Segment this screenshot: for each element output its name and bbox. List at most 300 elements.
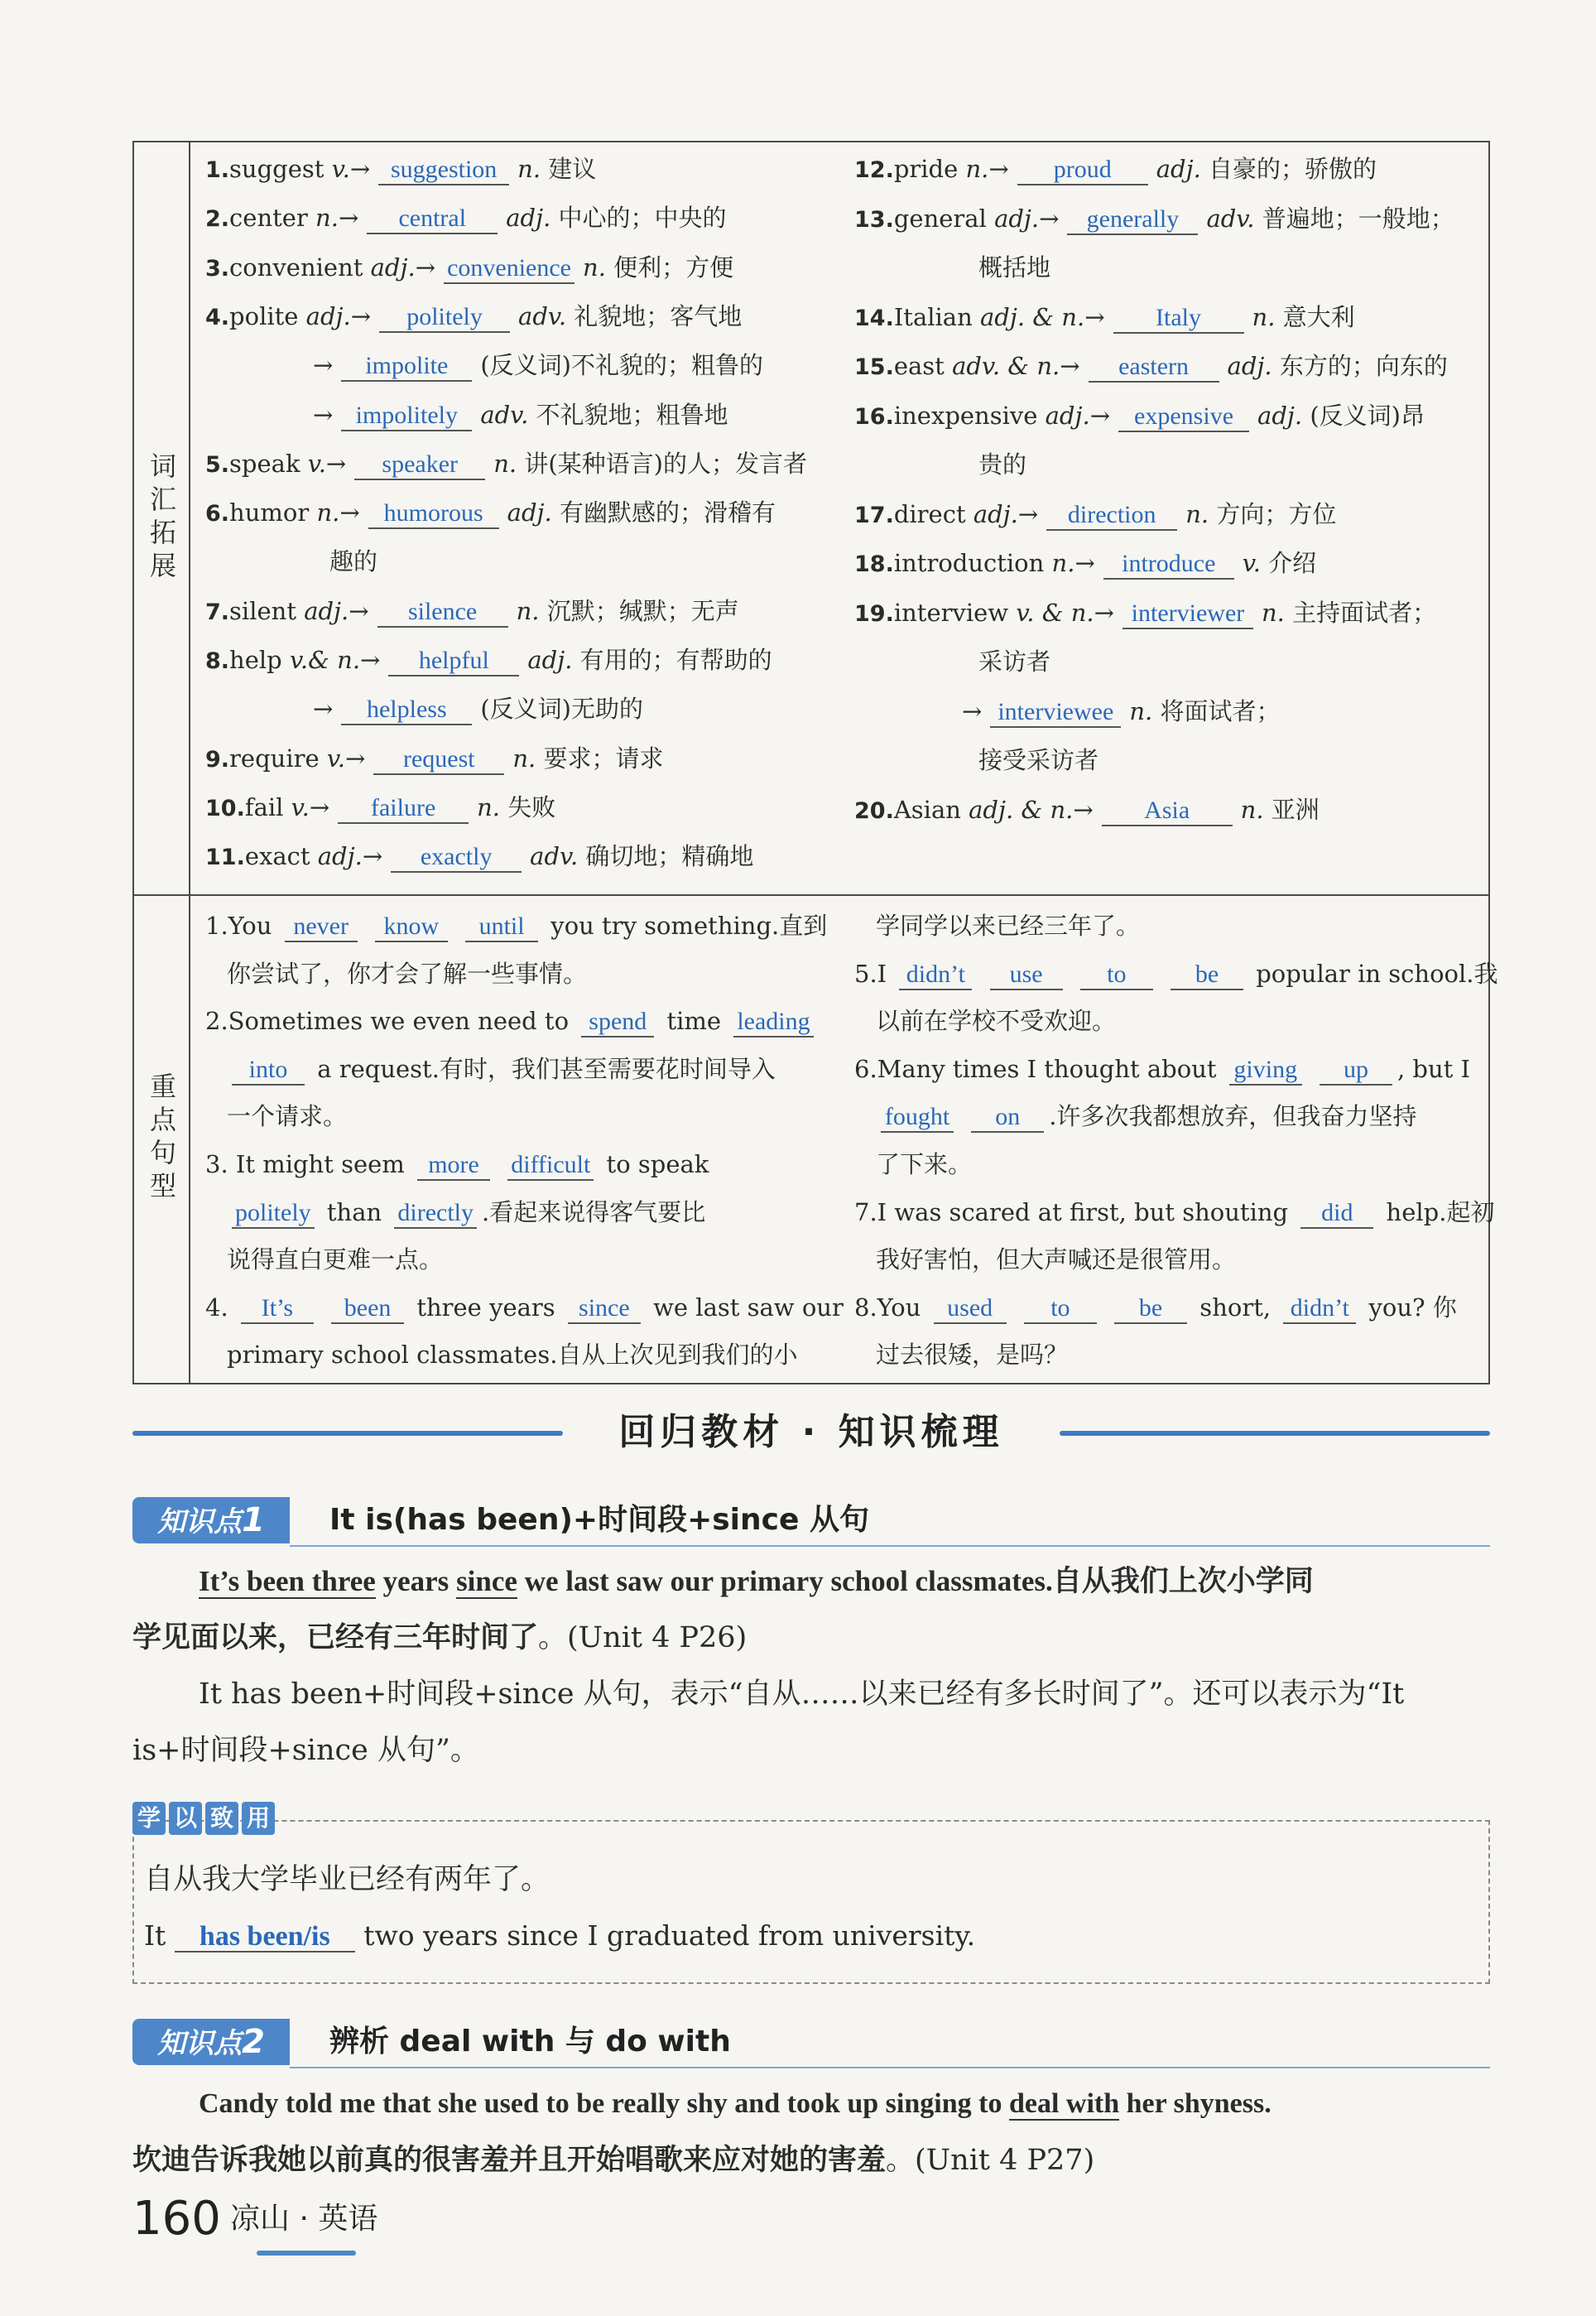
arrow-icon: → [415, 253, 436, 282]
sentence-text: 1.You [205, 912, 280, 940]
vocab-meaning: 有用的；有帮助的 [579, 646, 772, 674]
sentence-answer: to [1080, 961, 1153, 990]
vocab-meaning: 东方的；向东的 [1279, 352, 1448, 380]
kp1-example-d: we last saw our primary school classmates. [517, 1565, 1053, 1597]
vocab-pos: v. [307, 449, 326, 478]
sentence-answer: giving [1229, 1056, 1302, 1086]
vocab-number: 17. [854, 502, 894, 528]
practice-tag-char: 以 [169, 1802, 202, 1835]
sentence-text: short, [1192, 1293, 1279, 1322]
practice-pre: It [144, 1919, 175, 1952]
kp2-underline [290, 2067, 1490, 2068]
sentence-text: help.起初 [1378, 1197, 1495, 1226]
vocab-word: polite [229, 301, 306, 330]
vocab-post-pos: adj. [507, 498, 560, 527]
vocab-line [854, 744, 1098, 777]
vocab-line [854, 498, 1336, 532]
vocab-post-pos: adv. [480, 400, 536, 429]
arrow-icon: → [988, 155, 1009, 183]
sentence-text: 过去很矮，是吗？ [876, 1341, 1069, 1370]
vocab-pos: adj. [305, 301, 351, 330]
vocab-word: require [229, 744, 327, 773]
sentence-text: popular in school.我 [1248, 959, 1498, 988]
vocab-row [134, 142, 1488, 896]
vocab-answer: Italy [1113, 304, 1244, 334]
sentence-text [1068, 960, 1075, 988]
sentence-line [854, 909, 1140, 942]
sentence-line [205, 1338, 797, 1371]
practice-tag-char: 学 [132, 1802, 166, 1835]
section-rule-right [1060, 1431, 1490, 1436]
vocab-number: 9. [205, 746, 230, 773]
arrow-icon: → [1017, 499, 1039, 528]
vocab-post-pos: n. [1261, 598, 1293, 627]
vocab-word: inexpensive [893, 401, 1046, 430]
arrow-icon: → [350, 301, 372, 330]
knowledge-point-1 [132, 1497, 1490, 1547]
kp1-example-underlined-c: since [456, 1565, 517, 1597]
kp2-example-a: Candy told me that she used to be really shy and took up singing to [199, 2088, 1009, 2119]
sentence-text [319, 1293, 326, 1322]
vocab-answer: silence [377, 598, 508, 628]
sentence-row [134, 894, 1498, 1383]
sentence-line [854, 957, 1498, 990]
sentence-answer: never [285, 912, 358, 942]
sentence-text: 2.Sometimes we even need to [205, 1007, 577, 1036]
sentence-line [205, 909, 827, 942]
vocab-answer: speaker [354, 450, 485, 480]
sentence-text: .许多次我都想放弃，但我奋力坚持 [1049, 1102, 1417, 1131]
kp2-title: 辨析 deal with 与 do with [329, 2025, 731, 2058]
vocab-number: 20. [854, 797, 894, 824]
knowledge-point-2 [132, 2019, 1490, 2068]
sentence-text: you? 你 [1361, 1293, 1457, 1322]
vocab-answer: failure [338, 794, 469, 824]
sentence-answer: leading [733, 1008, 813, 1038]
vocab-word: center [229, 204, 316, 233]
vocab-post-pos: n. [1240, 795, 1272, 824]
sentence-text: .看起来说得客气要比 [482, 1197, 706, 1226]
arrow-icon: → [313, 351, 334, 380]
vocab-post-pos: adj. [1156, 155, 1209, 183]
sentence-line [205, 1291, 844, 1324]
vocab-number: 1. [205, 157, 230, 183]
vocab-post-pos: adv. [518, 301, 574, 330]
vocab-meaning: 介绍 [1268, 549, 1317, 577]
vocab-answer: humorous [368, 499, 499, 529]
sentence-side-text: 重点句型 [146, 1072, 177, 1205]
sentence-text: three years [409, 1293, 563, 1322]
vocab-answer: exactly [391, 843, 522, 873]
vocab-word: pride [893, 155, 966, 183]
vocab-meaning: 方向；方位 [1216, 499, 1337, 528]
sentence-text [1307, 1055, 1315, 1083]
vocab-pos: adj. & n. [969, 795, 1074, 824]
arrow-icon: → [1084, 302, 1105, 331]
arrow-icon: → [1060, 352, 1080, 380]
vocab-line [205, 300, 742, 335]
vocab-side-text: 词汇拓展 [146, 452, 177, 585]
vocab-meaning: 贵的 [978, 450, 1027, 479]
practice-tag-char: 用 [242, 1802, 275, 1835]
kp1-example-source: 。(Unit 4 P26) [538, 1621, 748, 1654]
kp2-example [132, 2075, 1490, 2188]
vocab-line [205, 791, 555, 826]
vocab-pos: n. [965, 155, 989, 183]
vocab-pos: adj. & n. [979, 302, 1085, 331]
vocab-line [205, 152, 596, 187]
kp2-badge-num: 2 [242, 2023, 265, 2061]
vocab-post-pos: adj. [1257, 401, 1310, 430]
vocab-meaning: 亚洲 [1271, 795, 1320, 824]
vocab-meaning: 接受采访者 [978, 746, 1099, 774]
section-rule-left [132, 1431, 563, 1436]
vocab-pos: adj. [304, 596, 349, 625]
sentence-line [205, 1100, 347, 1133]
vocab-post-pos: adv. [530, 842, 586, 871]
sentence-line [205, 1148, 709, 1181]
practice-sentence [144, 1911, 975, 1961]
vocab-number: 4. [205, 304, 230, 330]
vocab-answer: suggestion [378, 156, 509, 185]
vocab-line [854, 202, 1454, 237]
vocab-line [205, 201, 727, 236]
kp1-example-cn2: 学见面以来，已经有三年时间了 [132, 1621, 539, 1654]
vocab-number: 14. [854, 305, 894, 331]
vocab-line [205, 545, 377, 578]
vocab-line [854, 448, 1026, 481]
practice-answer: has been/is [175, 1923, 355, 1952]
vocab-meaning: 中心的；中央的 [558, 204, 727, 233]
vocab-number: 16. [854, 403, 894, 430]
vocab-meaning: 意大利 [1282, 302, 1355, 331]
sentence-text [495, 1150, 502, 1178]
vocab-post-pos: adj. [506, 204, 559, 233]
kp1-explain-line2: is+时间段+since 从句”。 [132, 1734, 479, 1767]
vocab-meaning: 有幽默感的；滑稽有 [559, 498, 776, 527]
sentence-answer: politely [232, 1199, 315, 1229]
sentence-line [854, 1100, 1416, 1133]
practice-tag-char: 致 [205, 1802, 238, 1835]
vocab-post-pos: v. [1242, 549, 1269, 577]
sentence-text: 学同学以来已经三年了。 [876, 912, 1141, 940]
sentence-text: 7.I was scared at first, but shouting [854, 1197, 1296, 1226]
kp1-explain-line1: It has been+时间段+since 从句，表示“自从……以来已经有多长时间了”。还可以表示为“It [199, 1678, 1405, 1711]
sentence-text: than [319, 1197, 390, 1226]
vocab-meaning: 趣的 [329, 547, 378, 576]
vocab-line [205, 742, 663, 777]
vocab-word: exact [244, 842, 318, 871]
vocab-pos: v. [291, 792, 310, 821]
book-title: 凉山 · 英语 [230, 2202, 378, 2236]
kp2-example-line1 [132, 2075, 1490, 2132]
practice-prompt: 自从我大学毕业已经有两年了。 [144, 1863, 550, 1896]
kp1-example-underlined-a: It’s been three [199, 1565, 376, 1597]
sentence-answer: didn’t [899, 961, 972, 990]
vocab-meaning: 失败 [507, 792, 556, 821]
sentence-text: primary school classmates.自从上次见到我们的小 [227, 1341, 798, 1370]
vocab-answer: helpless [341, 696, 472, 725]
vocab-line [205, 447, 807, 482]
sentence-text: 3. It might seem [205, 1150, 413, 1178]
sentence-text: 我好害怕，但大声喊还是很管用。 [876, 1245, 1237, 1274]
review-table [132, 141, 1498, 1384]
sentence-answer: spend [581, 1008, 654, 1038]
vocab-pos: n. [316, 498, 340, 527]
sentence-line [854, 1338, 1068, 1371]
vocab-answer: expensive [1118, 402, 1249, 432]
vocab-line [854, 695, 1280, 728]
sentence-text: 5.I [854, 959, 895, 988]
vocab-meaning: 沉默；缄默；无声 [546, 596, 739, 625]
vocab-number: 19. [854, 600, 894, 627]
vocab-word: speak [229, 449, 308, 478]
vocab-post-pos: n. [1129, 696, 1161, 725]
vocab-line [205, 643, 772, 678]
kp1-example [132, 1553, 1490, 1779]
kp2-badge [132, 2019, 290, 2065]
sentence-answer: directly [394, 1199, 477, 1229]
sentence-answer: used [934, 1294, 1007, 1324]
vocab-answer: convenience [444, 254, 574, 284]
sentence-answer: up [1320, 1056, 1392, 1086]
sentence-line [205, 1004, 819, 1038]
sentence-text: to speak [598, 1150, 709, 1178]
sentence-answer: fought [881, 1103, 954, 1133]
vocab-answer: interviewee [990, 698, 1121, 728]
vocab-line [854, 301, 1355, 335]
vocab-answer: request [373, 745, 504, 775]
vocab-answer: eastern [1089, 353, 1219, 383]
kp2-example-source: 。(Unit 4 P27) [886, 2144, 1095, 2177]
vocab-line [205, 692, 643, 725]
vocab-answer: generally [1067, 205, 1198, 235]
vocab-line [205, 398, 728, 431]
sentence-answer: use [990, 961, 1063, 990]
sentence-answer: more [417, 1151, 490, 1181]
vocab-answer: interviewer [1122, 599, 1253, 629]
vocab-line [854, 399, 1425, 434]
sentence-answer: until [465, 912, 538, 942]
sentence-answer: It’s [241, 1294, 314, 1324]
arrow-icon: → [313, 400, 334, 429]
arrow-icon: → [339, 498, 360, 527]
vocab-answer: direction [1046, 501, 1177, 531]
sentence-text [453, 912, 460, 940]
sentence-text: 6.Many times I thought about [854, 1054, 1224, 1083]
kp1-example-line2 [132, 1610, 1490, 1666]
sentence-line [854, 1052, 1470, 1086]
section-title: 回归教材 · 知识梳理 [618, 1411, 1004, 1453]
vocab-answer: introduce [1103, 550, 1234, 580]
vocab-pos: n. [315, 204, 339, 233]
vocab-pos: v. [326, 744, 346, 773]
sentence-answer: did [1300, 1199, 1373, 1229]
vocab-meaning: 采访者 [978, 648, 1051, 676]
vocab-post-pos: n. [1185, 499, 1217, 528]
sentence-text: , but I [1396, 1054, 1470, 1083]
arrow-icon: → [349, 596, 369, 625]
sentence-answer: to [1024, 1294, 1097, 1324]
vocab-word: humor [229, 498, 317, 527]
sentence-answer: into [232, 1056, 305, 1086]
arrow-icon: → [309, 792, 330, 821]
vocab-line [854, 596, 1436, 631]
vocab-post-pos: n. [493, 449, 525, 478]
vocab-meaning: 将面试者； [1160, 696, 1281, 725]
vocab-pos: adj. [370, 253, 416, 282]
vocab-number: 11. [205, 845, 245, 871]
vocab-pos: v.& n. [289, 646, 361, 674]
vocab-meaning: 建议 [548, 155, 597, 183]
vocab-word: fail [244, 792, 291, 821]
vocab-line [205, 251, 733, 286]
vocab-meaning: 概括地 [978, 253, 1051, 282]
vocab-number: 8. [205, 648, 230, 674]
vocab-meaning: 自豪的；骄傲的 [1209, 155, 1377, 183]
arrow-icon: → [1089, 401, 1111, 430]
vocab-pos: adj. [973, 499, 1018, 528]
kp1-badge [132, 1497, 290, 1543]
vocab-pos: adj. [1045, 401, 1090, 430]
kp1-underline [290, 1545, 1490, 1547]
vocab-line [854, 645, 1050, 678]
sentence-line [205, 957, 587, 990]
vocab-word: silent [229, 596, 305, 625]
sentence-side-label [134, 894, 190, 1383]
vocab-answer: Asia [1102, 797, 1233, 826]
vocab-pos: n. [1051, 549, 1075, 577]
sentence-text [1102, 1293, 1109, 1322]
sentence-text [1158, 960, 1166, 988]
kp1-example-line1 [132, 1553, 1490, 1610]
kp2-example-underlined: deal with [1008, 2088, 1120, 2119]
vocab-meaning: 便利；方便 [613, 253, 734, 282]
arrow-icon: → [1074, 549, 1095, 577]
vocab-pos: adj. [317, 842, 363, 871]
page-number: 160 [132, 2192, 221, 2246]
vocab-meaning: 礼貌地；客气地 [574, 301, 743, 330]
sentence-line [854, 1148, 972, 1181]
vocab-answer: impolite [341, 352, 472, 382]
vocab-answer: helpful [388, 647, 519, 677]
sentence-answer: know [375, 912, 448, 942]
sentence-line [854, 1196, 1494, 1229]
vocab-meaning: (反义词)无助的 [480, 695, 643, 724]
practice-post: two years since I graduated from university. [354, 1919, 976, 1952]
sentence-answer: be [1171, 961, 1243, 990]
vocab-pos: adv. & n. [952, 352, 1060, 380]
sentence-answer: be [1114, 1294, 1187, 1324]
vocab-answer: politely [379, 303, 510, 333]
vocab-line [854, 349, 1448, 384]
vocab-answer: central [367, 205, 498, 234]
vocab-word: direct [893, 499, 973, 528]
vocab-meaning: 普遍地；一般地； [1262, 204, 1454, 233]
sentence-line [205, 1052, 776, 1086]
sentence-text: you try something.直到 [543, 912, 828, 940]
vocab-line [854, 251, 1050, 284]
arrow-icon: → [962, 696, 983, 725]
vocab-word: east [893, 352, 953, 380]
kp2-example-cn: 坎迪告诉我她以前真的很害羞并且开始唱歌来应对她的害羞 [132, 2144, 887, 2177]
arrow-icon: → [325, 449, 347, 478]
sentence-line [854, 1291, 1457, 1324]
sentence-line [854, 1004, 1116, 1038]
sentence-text: 以前在学校不受欢迎。 [876, 1007, 1117, 1036]
vocab-pos: adj. [994, 204, 1040, 233]
sentence-line [205, 1243, 443, 1276]
arrow-icon: → [1039, 204, 1060, 233]
vocab-answer: impolitely [341, 402, 472, 431]
vocab-pos: v. & n. [1016, 598, 1094, 627]
vocab-meaning: (反义词)昂 [1310, 401, 1425, 430]
vocab-number: 2. [205, 206, 230, 233]
vocab-answer: proud [1017, 156, 1148, 185]
vocab-number: 3. [205, 255, 230, 282]
vocab-number: 6. [205, 501, 230, 527]
arrow-icon: → [362, 842, 383, 871]
vocab-post-pos: adv. [1206, 204, 1262, 233]
vocab-post-pos: adj. [1227, 352, 1280, 380]
sentence-line [854, 1243, 1236, 1276]
vocab-word: Italian [893, 302, 980, 331]
kp1-badge-text: 知识点 [157, 1505, 243, 1538]
vocab-word: convenient [229, 253, 371, 282]
sentence-text: a request.有时，我们甚至需要花时间导入 [310, 1054, 776, 1083]
vocab-meaning: (反义词)不礼貌的；粗鲁的 [480, 351, 763, 380]
arrow-icon: → [1094, 598, 1114, 627]
arrow-icon: → [360, 646, 381, 674]
kp2-example-c: her shyness. [1119, 2088, 1272, 2119]
vocab-number: 15. [854, 354, 894, 380]
arrow-icon: → [1073, 795, 1094, 824]
vocab-line [205, 349, 763, 382]
vocab-word: general [893, 204, 995, 233]
sentence-text [977, 960, 984, 988]
vocab-line [205, 595, 739, 629]
kp1-badge-num: 1 [242, 1501, 265, 1539]
arrow-icon: → [345, 744, 366, 773]
vocab-word: suggest [229, 155, 332, 183]
vocab-number: 10. [205, 795, 245, 821]
vocab-number: 18. [854, 551, 894, 577]
vocab-word: introduction [893, 549, 1052, 577]
sentence-text [1012, 1293, 1019, 1322]
arrow-icon: → [338, 204, 359, 233]
sentence-text: time [659, 1007, 729, 1036]
sentence-answer: difficult [507, 1151, 594, 1181]
practice-tag [132, 1802, 275, 1835]
vocab-line [205, 496, 776, 531]
vocab-line [854, 152, 1377, 187]
vocab-meaning: 要求；请求 [543, 744, 664, 773]
kp2-badge-text: 知识点 [157, 2027, 243, 2060]
vocab-number: 7. [205, 599, 230, 625]
sentence-text: we last saw our [645, 1293, 844, 1322]
kp1-example-cn1: 自从我们上次小学同 [1052, 1565, 1314, 1598]
vocab-line [854, 793, 1320, 828]
practice-box [132, 1820, 1490, 1984]
vocab-line [854, 546, 1316, 581]
vocab-meaning: 主持面试者； [1292, 598, 1437, 627]
vocab-meaning: 不礼貌地；粗鲁地 [536, 400, 728, 429]
sentence-text: 了下来。 [876, 1150, 973, 1178]
kp2-example-line2 [132, 2132, 1490, 2188]
vocab-word: Asian [893, 795, 969, 824]
vocab-post-pos: n. [516, 596, 547, 625]
arrow-icon: → [313, 695, 334, 724]
